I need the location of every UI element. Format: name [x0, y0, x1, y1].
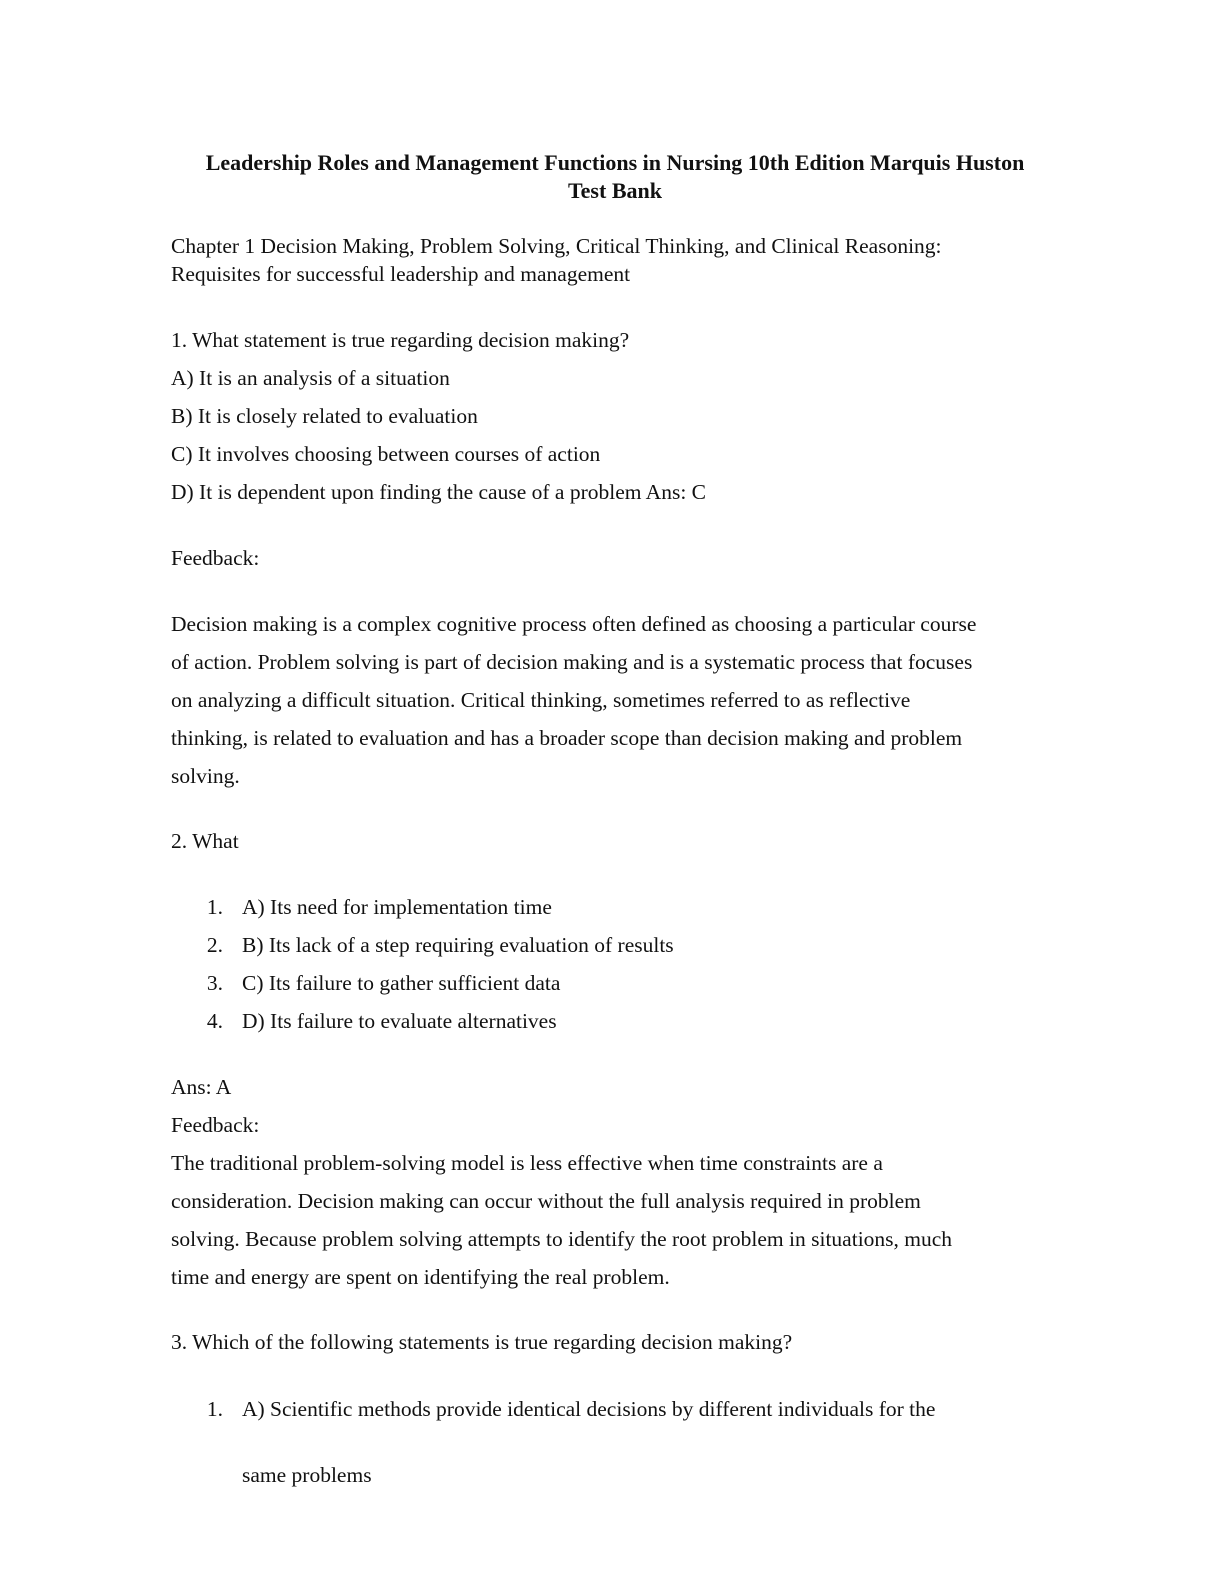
question-3-text: 3. Which of the following statements is true regarding decision making?: [171, 1330, 793, 1354]
question-1-feedback-line-3: on analyzing a difficult situation. Critical thinking, sometimes referred to as reflective: [171, 688, 911, 712]
question-2-option-2-text: B) Its lack of a step requiring evaluation of results: [242, 933, 674, 957]
question-1-feedback-line-2: of action. Problem solving is part of decision making and is a systematic process that focuses: [171, 650, 973, 674]
question-2-option-2-number: 2.: [206, 933, 223, 957]
document-title-line-2: Test Bank: [568, 178, 662, 203]
question-3-option-1-number: 1.: [206, 1397, 223, 1421]
question-2-option-4-number: 4.: [206, 1009, 223, 1033]
question-1-option-b: B) It is closely related to evaluation: [171, 404, 478, 428]
question-1-feedback-line-1: Decision making is a complex cognitive process often defined as choosing a particular course: [171, 612, 977, 636]
question-1-option-c: C) It involves choosing between courses of action: [171, 442, 601, 466]
question-2-option-3-text: C) Its failure to gather sufficient data: [242, 971, 561, 995]
chapter-heading-line-1: Chapter 1 Decision Making, Problem Solving, Critical Thinking, and Clinical Reasoning:: [171, 234, 942, 258]
question-3-option-1-continuation: same problems: [242, 1463, 372, 1487]
question-2-option-1-number: 1.: [206, 895, 223, 919]
question-1-option-d: D) It is dependent upon finding the cause of a problem Ans: C: [171, 480, 707, 504]
question-1-text: 1. What statement is true regarding decision making?: [171, 328, 630, 352]
question-2-text: 2. What: [171, 829, 239, 853]
question-1-feedback-line-4: thinking, is related to evaluation and has a broader scope than decision making and problem: [171, 726, 963, 750]
question-2-answer: Ans: A: [171, 1075, 232, 1099]
question-3-option-1-text: A) Scientific methods provide identical decisions by different individuals for the: [242, 1397, 936, 1421]
document-title-line-1: Leadership Roles and Management Functions in Nursing 10th Edition Marquis Huston: [205, 150, 1025, 175]
question-2-feedback-line-4: time and energy are spent on identifying the real problem.: [171, 1265, 670, 1289]
question-2-option-4-text: D) Its failure to evaluate alternatives: [242, 1009, 557, 1033]
question-2-feedback-line-1: The traditional problem-solving model is less effective when time constraints are a: [171, 1151, 883, 1175]
question-2-option-1-text: A) Its need for implementation time: [242, 895, 552, 919]
question-2-feedback-label: Feedback:: [171, 1113, 260, 1137]
question-1-feedback-label: Feedback:: [171, 546, 260, 570]
question-1-option-a: A) It is an analysis of a situation: [171, 366, 450, 390]
question-1-feedback-line-5: solving.: [171, 764, 240, 788]
question-2-feedback-line-2: consideration. Decision making can occur without the full analysis required in problem: [171, 1189, 921, 1213]
question-2-option-3-number: 3.: [206, 971, 223, 995]
chapter-heading-line-2: Requisites for successful leadership and management: [171, 262, 631, 286]
question-2-feedback-line-3: solving. Because problem solving attempts to identify the root problem in situations, much: [171, 1227, 953, 1251]
